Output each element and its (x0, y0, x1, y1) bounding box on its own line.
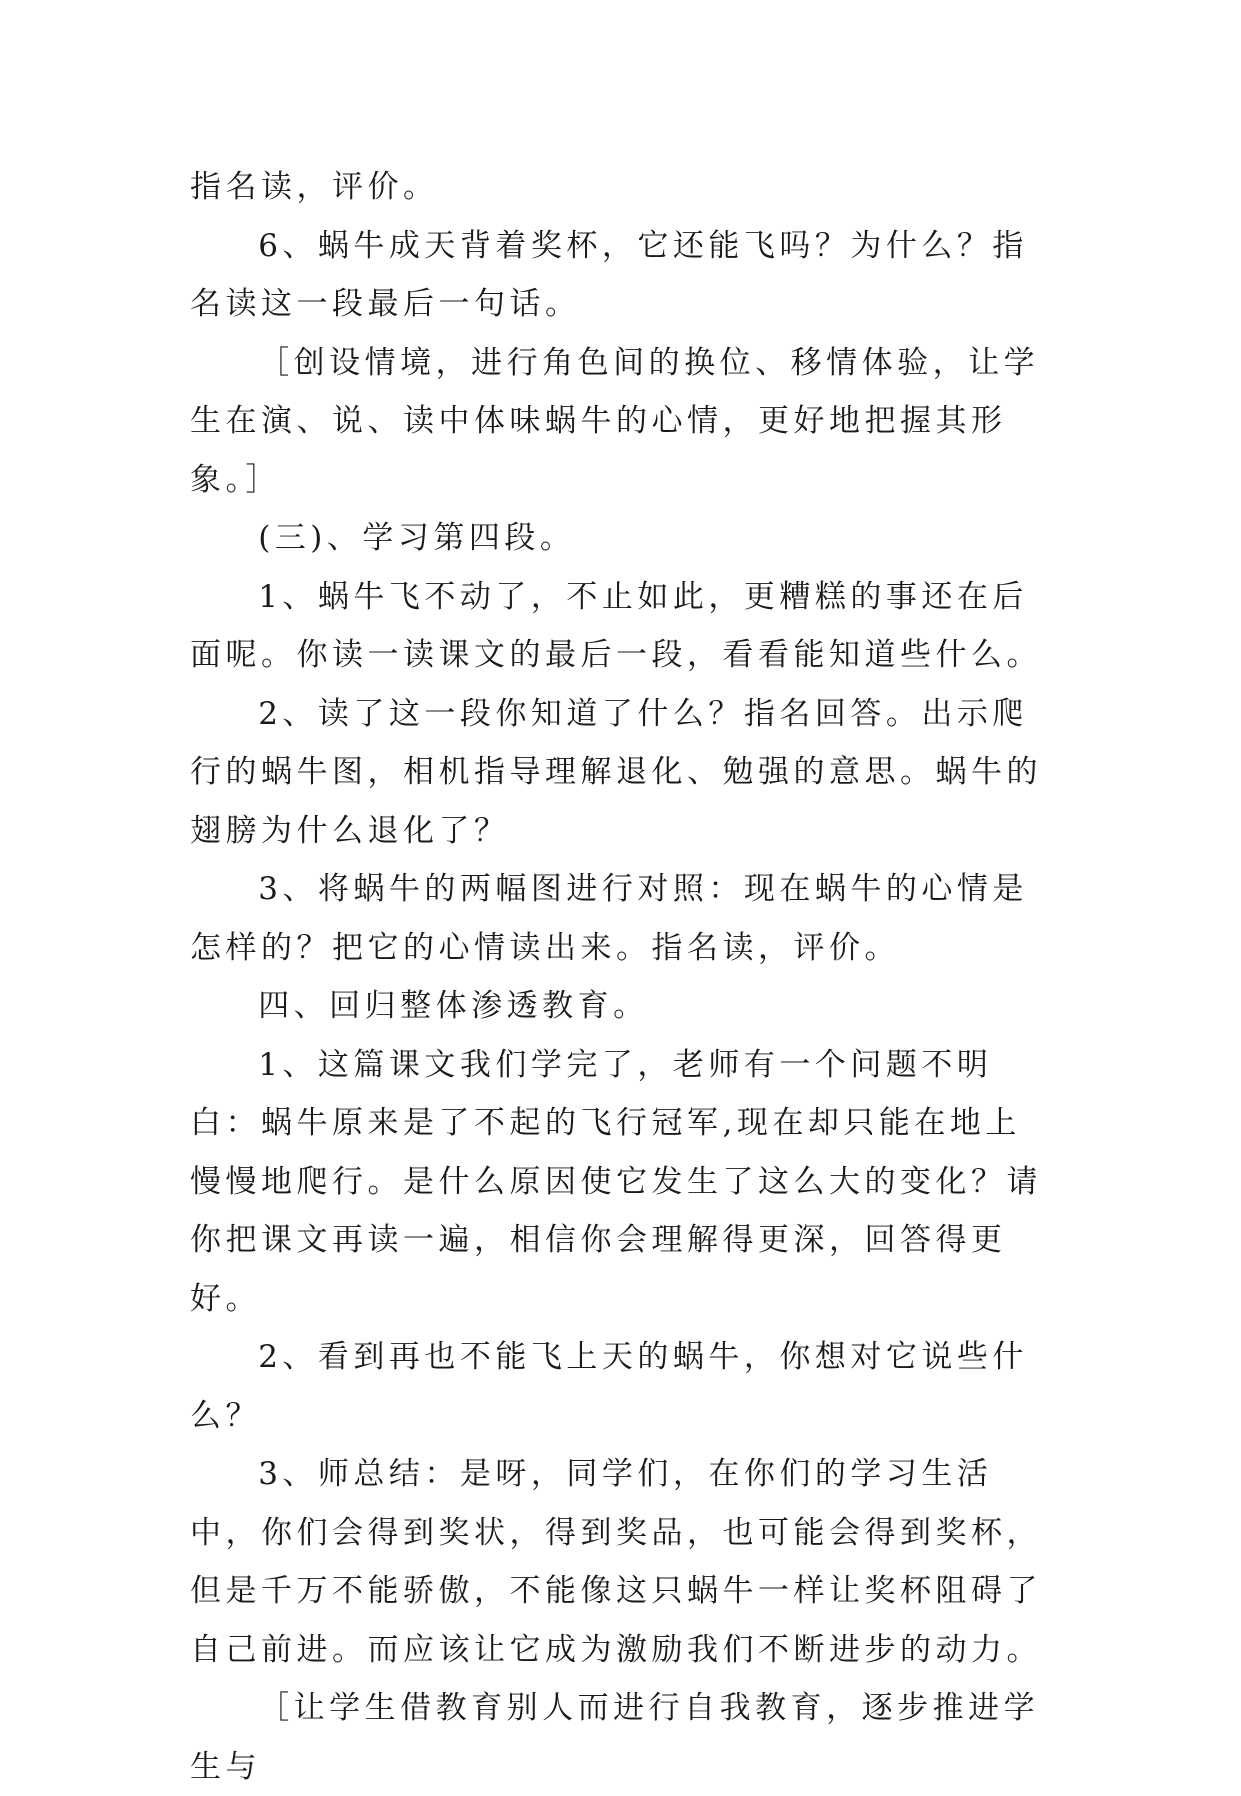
paragraph-3: ［创设情境，进行角色间的换位、移情体验，让学生在演、说、读中体味蜗牛的心情，更好地把握其形象。］ (190, 344, 1040, 498)
document-body (190, 158, 1050, 1796)
paragraph-10: 2、看到再也不能飞上天的蜗牛，你想对它说些什么？ (190, 1339, 1028, 1434)
paragraph-7: 3、将蜗牛的两幅图进行对照：现在蜗牛的心情是怎样的？把它的心情读出来。指名读，评价。 (190, 871, 1028, 966)
paragraph-8: 四、回归整体渗透教育。 (258, 988, 649, 1024)
paragraph-1: 指名读，评价。 (190, 169, 439, 205)
paragraph-9: 1、这篇课文我们学完了，老师有一个问题不明白：蜗牛原来是了不起的飞行冠军,现在却只能在地上慢慢地爬行。是什么原因使它发生了这么大的变化？请你把课文再读一遍，相信你会理解得更深，回答得更好。 (190, 1046, 1042, 1317)
paragraph-5: 1、蜗牛飞不动了，不止如此，更糟糕的事还在后面呢。你读一读课文的最后一段，看看能知道些什么。 (190, 578, 1042, 673)
paragraph-11: 3、师总结：是呀，同学们，在你们的学习生活中，你们会得到奖状，得到奖品，也可能会得到奖杯，但是千万不能骄傲，不能像这只蜗牛一样让奖杯阻碍了自己前进。而应该让它成为激励我们不断进步的动力。 (190, 1456, 1042, 1668)
paragraph-4: (三)、学习第四段。 (258, 520, 576, 556)
paragraph-6: 2、读了这一段你知道了什么？指名回答。出示爬行的蜗牛图，相机指导理解退化、勉强的意思。蜗牛的翅膀为什么退化了？ (190, 695, 1042, 849)
paragraph-2: 6、蜗牛成天背着奖杯，它还能飞吗？为什么？指名读这一段最后一句话。 (190, 227, 1028, 322)
paragraph-12: ［让学生借教育别人而进行自我教育，逐步推进学生与 (190, 1690, 1040, 1785)
